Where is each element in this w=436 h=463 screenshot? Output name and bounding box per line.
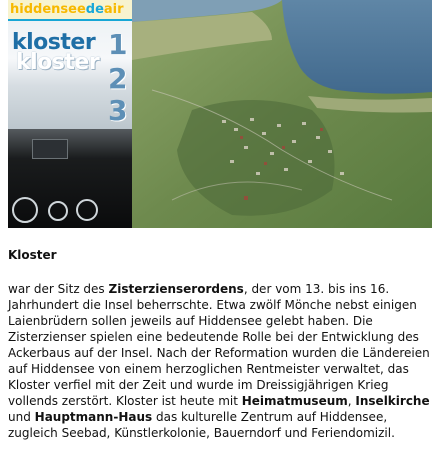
number-2: 2: [108, 62, 128, 95]
header-banner: [8, 0, 432, 228]
cover-title: kloster: [12, 30, 96, 55]
cover-title-shadow: kloster: [16, 50, 100, 75]
article-text: war der Sitz des Zisterzienserordens, der vom 13. bis ins 16. Jahrhundert die Insel beherrschte. Etwa zwölf Mönche nebst einigen Laienbrüdern sollen jeweils auf Hiddensee gelebt haben. Die Zisterzienser spielen eine bedeutende Rolle bei der Entwicklung des Ackerbaus auf der Insel. Nach der Reformation wurden die Ländereien auf Hiddensee von einem herzoglichen Rentmeister verwaltet, das Kloster verfiel mit der Zeit und wurde im Dreissigjährigen Krieg vollends zerstört. Kloster ist heute mit Heimatmuseum, Inselkirche und Hauptmann-Haus das kulturelle Zentrum auf Hiddensee, zugleich Seebad, Künstlerkolonie, Bauerndorf und Feriendomizil.: [8, 282, 430, 440]
title-strip: [8, 0, 132, 228]
cockpit-photo: [8, 129, 132, 228]
gauge-icon: [12, 197, 38, 223]
number-1: 1: [108, 28, 128, 61]
link-hauptmann-haus[interactable]: Hauptmann-Haus: [34, 410, 153, 424]
link-inselkirche[interactable]: Inselkirche: [355, 394, 430, 408]
number-3: 3: [108, 94, 128, 127]
instrument-display: [32, 139, 68, 159]
site-logo[interactable]: hiddenseedeair: [8, 0, 132, 20]
link-zisterzienserorden[interactable]: Zisterzienserordens: [108, 282, 244, 296]
gauge-icon: [48, 201, 68, 221]
gauge-icon: [76, 199, 98, 221]
aerial-photo: [132, 0, 432, 228]
page-title: Kloster: [8, 248, 57, 262]
link-heimatmuseum[interactable]: Heimatmuseum: [241, 394, 348, 408]
